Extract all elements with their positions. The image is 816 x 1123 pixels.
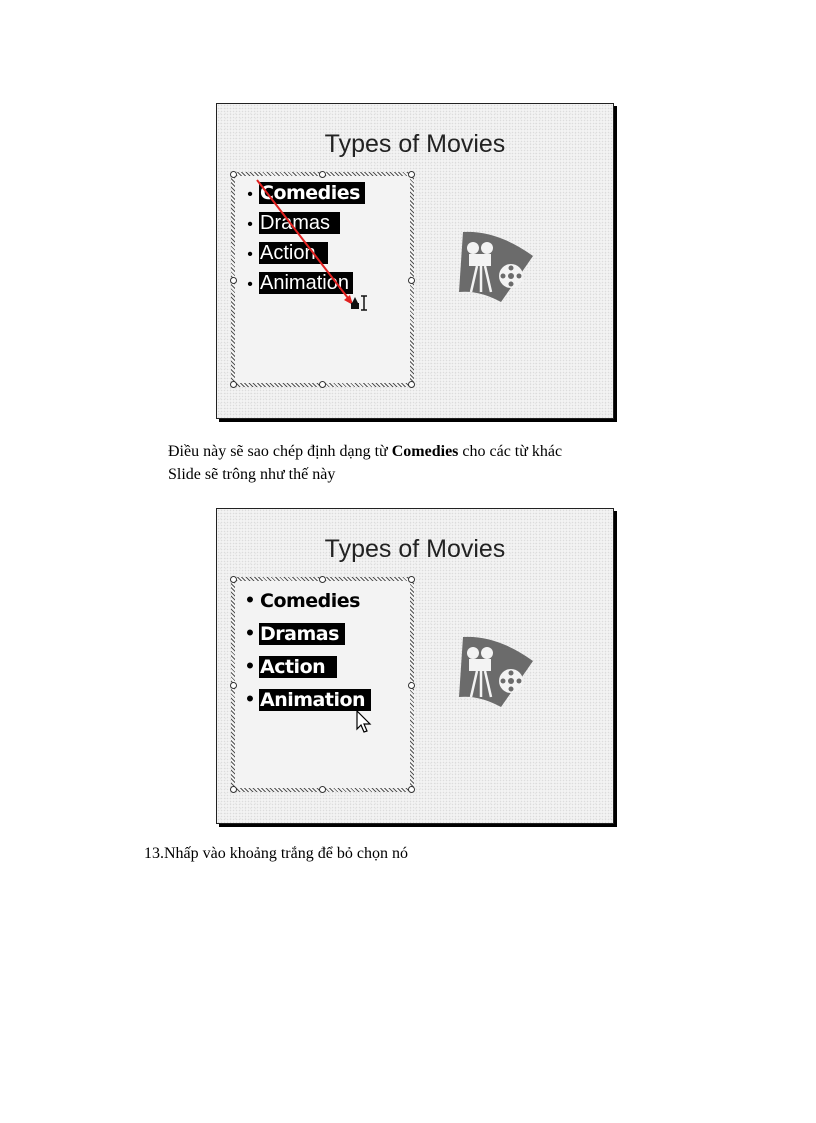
format-painter-cursor-icon <box>349 294 371 312</box>
resize-handle[interactable] <box>319 576 326 583</box>
resize-handle[interactable] <box>408 786 415 793</box>
bullet-text-dramas[interactable]: Dramas <box>259 212 340 234</box>
list-item[interactable] <box>241 584 371 617</box>
resize-handle[interactable] <box>230 682 237 689</box>
arrow-cursor-icon <box>356 710 372 734</box>
bullet-text-dramas[interactable]: Dramas <box>259 623 345 645</box>
bullet-dot: • <box>247 246 253 263</box>
bullet-textbox[interactable] <box>231 577 414 792</box>
film-projector-icon <box>457 631 537 711</box>
slide-after <box>216 508 614 824</box>
resize-handle[interactable] <box>230 576 237 583</box>
slide-title: Types of Movies <box>324 130 506 158</box>
bullet-dot: • <box>246 620 254 645</box>
caption-line-1: Điều này sẽ sao chép định dạng từ Comedies cho các từ khác <box>168 443 563 460</box>
step-13 <box>144 845 408 863</box>
film-projector-icon <box>457 226 537 306</box>
slide-title: Types of Movies <box>324 535 506 563</box>
bullet-dot: • <box>246 653 254 678</box>
list-item[interactable] <box>241 683 371 716</box>
resize-handle[interactable] <box>408 682 415 689</box>
bullet-text-animation[interactable]: Animation <box>259 689 371 711</box>
slide-before <box>216 103 614 419</box>
caption-line-2: Slide sẽ trông như thế này <box>168 466 336 483</box>
list-item[interactable] <box>241 617 371 650</box>
bullet-dot: • <box>247 276 253 293</box>
bullet-text-comedies[interactable]: Comedies <box>260 590 360 612</box>
bullet-text-action[interactable]: Action <box>259 242 328 264</box>
resize-handle[interactable] <box>319 786 326 793</box>
caption-bold-word: Comedies <box>391 443 459 460</box>
bullet-text-animation[interactable]: Animation <box>259 272 353 294</box>
bullet-text-comedies[interactable]: Comedies <box>259 182 365 204</box>
list-item[interactable] <box>241 650 371 683</box>
bullet-dot: • <box>246 686 254 711</box>
resize-handle[interactable] <box>230 786 237 793</box>
step-number: 13. <box>144 845 164 862</box>
bullet-text-action[interactable]: Action <box>259 656 337 678</box>
bullet-dot: • <box>247 186 253 203</box>
bullet-dot: • <box>247 216 253 233</box>
step-text: Nhấp vào khoảng trắng để bỏ chọn nó <box>164 845 408 862</box>
resize-handle[interactable] <box>408 576 415 583</box>
bullet-list <box>241 584 371 716</box>
drag-arrow <box>217 104 613 418</box>
bullet-dot: • <box>246 587 254 612</box>
